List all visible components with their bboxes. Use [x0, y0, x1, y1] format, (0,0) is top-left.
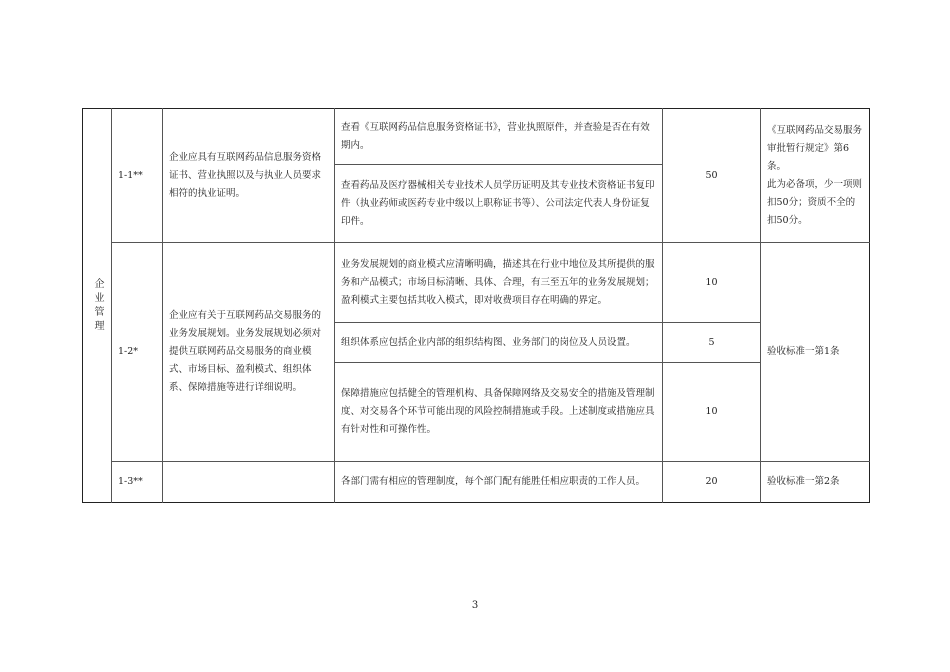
- score-text: 10: [705, 276, 718, 288]
- requirement-text: 企业应有关于互联网药品交易服务的业务发展规划。业务发展规划必须对提供互联网药品交易服务的商业模式、市场目标、盈利模式、组织体系、保障措施等进行详细说明。: [169, 310, 322, 393]
- note-text: 验收标准一第1条: [767, 346, 840, 357]
- score-text: 20: [705, 476, 718, 487]
- method-text: 组织体系应包括企业内部的组织结构图、业务部门的岗位及人员设置。: [341, 336, 636, 348]
- method-1-1-b: [335, 165, 662, 242]
- score-1-2-b: [663, 323, 760, 362]
- method-text: 保障措施应包括健全的管理机构、具备保障网络及交易安全的措施及管理制度、对交易各个环节可能出现的风险控制措施或手段。上述制度或措施应具有针对性和可操作性。: [341, 388, 655, 435]
- method-text: 业务发展规划的商业模式应清晰明确，描述其在行业中地位及其所提供的服务和产品模式；市场目标清晰、具体、合理，有三至五年的业务发展规划；盈利模式主要包括其收入模式，即对收费项目存在明确的界定。: [341, 258, 655, 306]
- note-1-3: [761, 462, 869, 502]
- note-text: 《互联网药品交易服务审批暂行规定》第6条。 此为必备项，少一项则扣50分；资质不全的扣50分。: [767, 124, 863, 226]
- page-number: 3: [471, 600, 479, 611]
- method-1-2-c: [335, 363, 662, 461]
- method-1-2-a: [335, 243, 662, 322]
- row-code-text: 1-2*: [118, 346, 139, 357]
- row-code-text: 1-3**: [118, 476, 143, 487]
- requirement-1-2: [163, 243, 334, 461]
- category-label: 企业管理: [92, 277, 103, 334]
- score-1-2-c: [663, 363, 760, 461]
- method-1-1-a: [335, 109, 662, 164]
- requirement-text: 企业应具有互联网药品信息服务资格证书、营业执照以及与执业人员要求相符的执业证明。: [169, 151, 322, 199]
- note-text: 验收标准一第2条: [767, 476, 840, 487]
- score-1-3: [663, 462, 760, 502]
- category-cell: [83, 109, 111, 502]
- row-code-1-3: [112, 462, 162, 502]
- note-1-1: [761, 109, 869, 242]
- row-code-text: 1-1**: [118, 169, 143, 181]
- requirement-1-1: [163, 109, 334, 242]
- row-code-1-2: [112, 243, 162, 461]
- score-text: 50: [705, 169, 718, 181]
- method-1-3: [335, 462, 662, 502]
- score-1-1: [663, 109, 760, 242]
- score-text: 5: [708, 336, 715, 348]
- requirement-1-3: [163, 462, 334, 502]
- method-text: 各部门需有相应的管理制度，每个部门配有能胜任相应职责的工作人员。: [341, 476, 646, 487]
- score-1-2-a: [663, 243, 760, 322]
- method-text: 查看《互联网药品信息服务资格证书》，营业执照原件，并查验是否在有效期内。: [341, 121, 650, 151]
- score-text: 10: [705, 406, 718, 417]
- method-1-2-b: [335, 323, 662, 362]
- row-code-1-1: [112, 109, 162, 242]
- method-text: 查看药品及医疗器械相关专业技术人员学历证明及其专业技术资格证书复印件（执业药师或医药专业中级以上职称证书等）、公司法定代表人身份证复印件。: [341, 179, 655, 227]
- note-1-2: [761, 243, 869, 461]
